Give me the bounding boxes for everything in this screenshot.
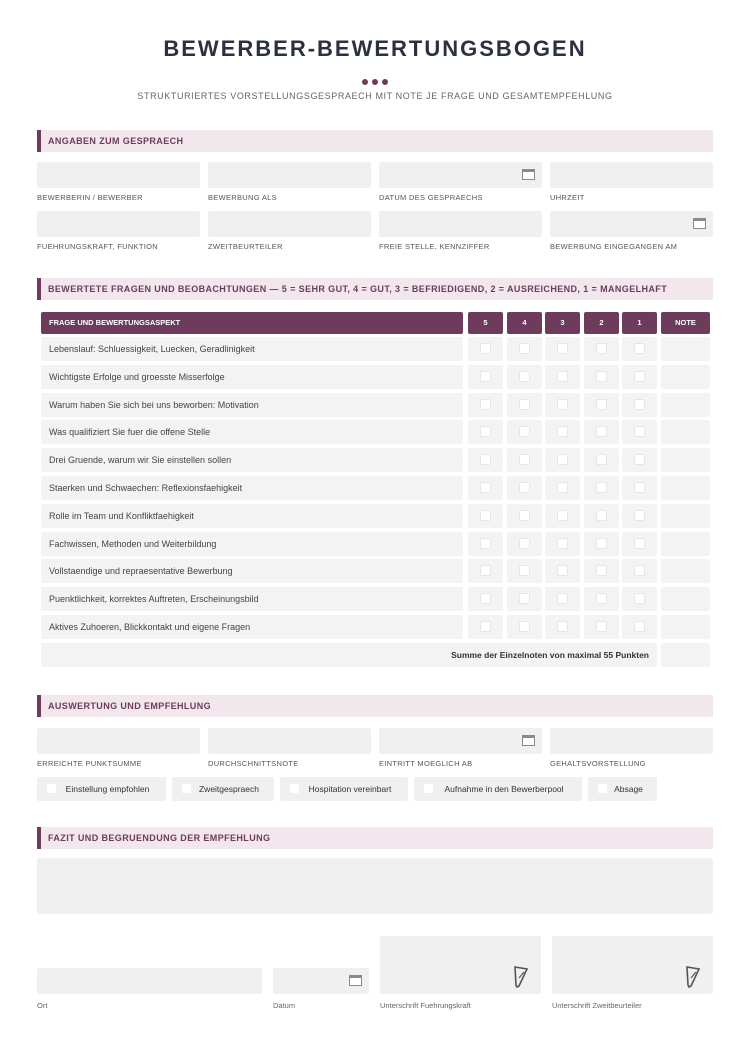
dot bbox=[362, 79, 368, 85]
calendar-icon[interactable] bbox=[522, 169, 535, 180]
grade-cell bbox=[507, 337, 542, 361]
note-field[interactable] bbox=[661, 587, 710, 611]
interview-date-field[interactable] bbox=[379, 162, 542, 188]
table-header-grade: 5 bbox=[468, 312, 503, 334]
note-field[interactable] bbox=[661, 393, 710, 417]
table-header-grade: 1 bbox=[622, 312, 657, 334]
question-label: Vollstaendige und repraesentative Bewerbung bbox=[41, 559, 463, 583]
grade-checkbox[interactable] bbox=[596, 482, 607, 493]
table-header-question: FRAGE UND BEWERTUNGSASPEKT bbox=[41, 312, 463, 334]
grade-cell bbox=[468, 476, 503, 500]
checkbox[interactable] bbox=[47, 784, 56, 793]
checkbox[interactable] bbox=[290, 784, 299, 793]
checkbox[interactable] bbox=[424, 784, 433, 793]
grade-checkbox[interactable] bbox=[557, 399, 568, 410]
grade-checkbox[interactable] bbox=[557, 621, 568, 632]
question-label: Aktives Zuhoeren, Blickkontakt und eigene Fragen bbox=[41, 615, 463, 639]
conclusion-textarea[interactable] bbox=[37, 858, 713, 914]
option-label: Aufnahme in den Bewerberpool bbox=[444, 784, 564, 794]
grade-cell bbox=[468, 532, 503, 556]
grade-cell bbox=[622, 420, 657, 444]
grade-checkbox[interactable] bbox=[480, 510, 491, 521]
date-field[interactable] bbox=[273, 968, 369, 994]
grade-cell bbox=[468, 420, 503, 444]
grade-cell bbox=[622, 365, 657, 389]
grade-cell bbox=[468, 615, 503, 639]
grade-cell bbox=[545, 504, 580, 528]
grade-checkbox[interactable] bbox=[480, 593, 491, 604]
field-label: ZWEITBEURTEILER bbox=[208, 242, 283, 251]
question-label: Staerken und Schwaechen: Reflexionsfaehigkeit bbox=[41, 476, 463, 500]
position-field[interactable] bbox=[208, 162, 371, 188]
grade-checkbox[interactable] bbox=[596, 399, 607, 410]
calendar-icon[interactable] bbox=[349, 975, 362, 986]
grade-checkbox[interactable] bbox=[480, 426, 491, 437]
time-field[interactable] bbox=[550, 162, 713, 188]
grade-cell bbox=[584, 587, 619, 611]
option-trial-day[interactable] bbox=[280, 777, 408, 801]
field-label: DATUM DES GESPRAECHS bbox=[379, 193, 483, 202]
grade-checkbox[interactable] bbox=[557, 565, 568, 576]
grade-cell bbox=[622, 532, 657, 556]
grade-checkbox[interactable] bbox=[519, 399, 530, 410]
table-header-note: NOTE bbox=[661, 312, 710, 334]
candidate-field[interactable] bbox=[37, 162, 200, 188]
grade-checkbox[interactable] bbox=[519, 343, 530, 354]
grade-cell bbox=[507, 448, 542, 472]
grade-cell bbox=[584, 504, 619, 528]
pen-icon bbox=[685, 966, 701, 988]
page-subtitle: STRUKTURIERTES VORSTELLUNGSGESPRAECH MIT NOTE JE FRAGE UND GESAMTEMPFEHLUNG bbox=[137, 91, 613, 101]
grade-cell bbox=[545, 393, 580, 417]
grade-checkbox[interactable] bbox=[557, 343, 568, 354]
grade-checkbox[interactable] bbox=[519, 565, 530, 576]
grade-cell bbox=[545, 476, 580, 500]
grade-checkbox[interactable] bbox=[519, 510, 530, 521]
grade-cell bbox=[584, 365, 619, 389]
grade-checkbox[interactable] bbox=[634, 371, 645, 382]
grade-cell bbox=[584, 532, 619, 556]
grade-checkbox[interactable] bbox=[634, 565, 645, 576]
grade-checkbox[interactable] bbox=[557, 593, 568, 604]
grade-checkbox[interactable] bbox=[480, 343, 491, 354]
calendar-icon[interactable] bbox=[522, 735, 535, 746]
average-grade-field[interactable] bbox=[208, 728, 371, 754]
place-field[interactable] bbox=[37, 968, 262, 994]
grade-checkbox[interactable] bbox=[480, 538, 491, 549]
grade-cell bbox=[584, 559, 619, 583]
second-assessor-field[interactable] bbox=[208, 211, 371, 237]
grade-checkbox[interactable] bbox=[596, 538, 607, 549]
grade-cell bbox=[545, 615, 580, 639]
field-label: DURCHSCHNITTSNOTE bbox=[208, 759, 299, 768]
grade-checkbox[interactable] bbox=[634, 621, 645, 632]
note-field[interactable] bbox=[661, 532, 710, 556]
grade-cell bbox=[507, 420, 542, 444]
question-label: Drei Gruende, warum wir Sie einstellen sollen bbox=[41, 448, 463, 472]
grade-checkbox[interactable] bbox=[480, 371, 491, 382]
manager-field[interactable] bbox=[37, 211, 200, 237]
title-dots bbox=[0, 72, 750, 90]
grade-checkbox[interactable] bbox=[480, 454, 491, 465]
grade-checkbox[interactable] bbox=[557, 482, 568, 493]
option-second-interview[interactable] bbox=[172, 777, 274, 801]
question-label: Warum haben Sie sich bei uns beworben: Motivation bbox=[41, 393, 463, 417]
note-field[interactable] bbox=[661, 365, 710, 389]
grade-checkbox[interactable] bbox=[519, 371, 530, 382]
grade-checkbox[interactable] bbox=[596, 593, 607, 604]
grade-cell bbox=[507, 532, 542, 556]
grade-cell bbox=[507, 587, 542, 611]
question-label: Puenktlichkeit, korrektes Auftreten, Erscheinungsbild bbox=[41, 587, 463, 611]
option-hire-recommended[interactable] bbox=[37, 777, 166, 801]
grade-cell bbox=[584, 337, 619, 361]
grade-checkbox[interactable] bbox=[480, 482, 491, 493]
grade-checkbox[interactable] bbox=[596, 371, 607, 382]
grade-cell bbox=[584, 476, 619, 500]
signature-second-label: Unterschrift Zweitbeurteiler bbox=[552, 1001, 642, 1010]
date-label: Datum bbox=[273, 1001, 296, 1010]
grade-cell bbox=[622, 448, 657, 472]
grade-cell bbox=[584, 420, 619, 444]
grade-cell bbox=[545, 587, 580, 611]
table-header-grade: 4 bbox=[507, 312, 542, 334]
sum-label: Summe der Einzelnoten von maximal 55 Punkten bbox=[41, 643, 657, 667]
grade-checkbox[interactable] bbox=[596, 565, 607, 576]
grade-cell bbox=[468, 337, 503, 361]
grade-cell bbox=[507, 615, 542, 639]
grade-checkbox[interactable] bbox=[519, 621, 530, 632]
field-label: BEWERBUNG ALS bbox=[208, 193, 277, 202]
field-label: BEWERBERIN / BEWERBER bbox=[37, 193, 143, 202]
grade-cell bbox=[468, 365, 503, 389]
grade-checkbox[interactable] bbox=[634, 482, 645, 493]
grade-cell bbox=[545, 337, 580, 361]
option-label: Hospitation vereinbart bbox=[308, 784, 392, 794]
grade-checkbox[interactable] bbox=[596, 510, 607, 521]
grade-cell bbox=[622, 393, 657, 417]
signature-manager-box[interactable] bbox=[380, 936, 541, 994]
grade-cell bbox=[545, 365, 580, 389]
note-field[interactable] bbox=[661, 615, 710, 639]
grade-cell bbox=[584, 448, 619, 472]
grade-cell bbox=[507, 476, 542, 500]
checkbox[interactable] bbox=[182, 784, 191, 793]
grade-checkbox[interactable] bbox=[596, 454, 607, 465]
grade-cell bbox=[584, 615, 619, 639]
table-header-grade: 3 bbox=[545, 312, 580, 334]
field-label: FUEHRUNGSKRAFT, FUNKTION bbox=[37, 242, 158, 251]
note-field[interactable] bbox=[661, 337, 710, 361]
grade-checkbox[interactable] bbox=[557, 426, 568, 437]
grade-checkbox[interactable] bbox=[519, 538, 530, 549]
section-header-questions: BEWERTETE FRAGEN UND BEOBACHTUNGEN — 5 = SEHR GUT, 4 = GUT, 3 = BEFRIEDIGEND, 2 = AUSREICHEND, 1 = MANGELHAFT bbox=[37, 278, 713, 300]
grade-checkbox[interactable] bbox=[596, 343, 607, 354]
field-label: BEWERBUNG EINGEGANGEN AM bbox=[550, 242, 678, 251]
grade-cell bbox=[622, 476, 657, 500]
grade-cell bbox=[545, 448, 580, 472]
note-field[interactable] bbox=[661, 559, 710, 583]
question-label: Lebenslauf: Schluessigkeit, Luecken, Geradlinigkeit bbox=[41, 337, 463, 361]
grade-cell bbox=[507, 504, 542, 528]
grade-checkbox[interactable] bbox=[519, 593, 530, 604]
grade-checkbox[interactable] bbox=[634, 426, 645, 437]
field-label: UHRZEIT bbox=[550, 193, 585, 202]
grade-cell bbox=[545, 532, 580, 556]
grade-checkbox[interactable] bbox=[634, 510, 645, 521]
table-header-grade: 2 bbox=[584, 312, 619, 334]
page-title: BEWERBER-BEWERTUNGSBOGEN bbox=[163, 36, 587, 61]
grade-cell bbox=[468, 559, 503, 583]
grade-cell bbox=[468, 448, 503, 472]
grade-cell bbox=[622, 615, 657, 639]
grade-checkbox[interactable] bbox=[557, 454, 568, 465]
grade-cell bbox=[507, 393, 542, 417]
vacancy-field[interactable] bbox=[379, 211, 542, 237]
grade-checkbox[interactable] bbox=[480, 621, 491, 632]
grade-cell bbox=[622, 337, 657, 361]
grade-checkbox[interactable] bbox=[634, 593, 645, 604]
dot bbox=[382, 79, 388, 85]
grade-checkbox[interactable] bbox=[480, 399, 491, 410]
grade-cell bbox=[622, 559, 657, 583]
option-label: Einstellung empfohlen bbox=[65, 784, 150, 794]
field-label: GEHALTSVORSTELLUNG bbox=[550, 759, 646, 768]
field-label: FREIE STELLE, KENNZIFFER bbox=[379, 242, 490, 251]
note-field[interactable] bbox=[661, 476, 710, 500]
grade-cell bbox=[622, 504, 657, 528]
section-header-details: ANGABEN ZUM GESPRAECH bbox=[37, 130, 713, 152]
application-received-field[interactable] bbox=[550, 211, 713, 237]
grade-checkbox[interactable] bbox=[557, 371, 568, 382]
sum-field[interactable] bbox=[661, 643, 710, 667]
field-label: EINTRITT MOEGLICH AB bbox=[379, 759, 473, 768]
note-field[interactable] bbox=[661, 448, 710, 472]
salary-field[interactable] bbox=[550, 728, 713, 754]
place-label: Ort bbox=[37, 1001, 48, 1010]
option-rejection[interactable] bbox=[588, 777, 657, 801]
points-sum-field[interactable] bbox=[37, 728, 200, 754]
grade-cell bbox=[507, 559, 542, 583]
grade-cell bbox=[507, 365, 542, 389]
grade-cell bbox=[622, 587, 657, 611]
signature-manager-label: Unterschrift Fuehrungskraft bbox=[380, 1001, 471, 1010]
grade-checkbox[interactable] bbox=[557, 538, 568, 549]
question-label: Wichtigste Erfolge und groesste Misserfolge bbox=[41, 365, 463, 389]
note-field[interactable] bbox=[661, 420, 710, 444]
grade-checkbox[interactable] bbox=[596, 426, 607, 437]
question-label: Was qualifiziert Sie fuer die offene Stelle bbox=[41, 420, 463, 444]
dot bbox=[372, 79, 378, 85]
option-label: Absage bbox=[614, 784, 643, 794]
grade-cell bbox=[468, 587, 503, 611]
pen-icon bbox=[513, 966, 529, 988]
start-date-field[interactable] bbox=[379, 728, 542, 754]
grade-checkbox[interactable] bbox=[557, 510, 568, 521]
grade-checkbox[interactable] bbox=[634, 343, 645, 354]
option-talent-pool[interactable] bbox=[414, 777, 582, 801]
grade-checkbox[interactable] bbox=[480, 565, 491, 576]
field-label: ERREICHTE PUNKTSUMME bbox=[37, 759, 142, 768]
grade-cell bbox=[545, 559, 580, 583]
grade-checkbox[interactable] bbox=[596, 621, 607, 632]
signature-second-box[interactable] bbox=[552, 936, 713, 994]
grade-checkbox[interactable] bbox=[634, 454, 645, 465]
grade-checkbox[interactable] bbox=[634, 399, 645, 410]
grade-checkbox[interactable] bbox=[634, 538, 645, 549]
question-label: Fachwissen, Methoden und Weiterbildung bbox=[41, 532, 463, 556]
grade-checkbox[interactable] bbox=[519, 426, 530, 437]
grade-checkbox[interactable] bbox=[519, 482, 530, 493]
grade-cell bbox=[545, 420, 580, 444]
grade-cell bbox=[468, 393, 503, 417]
grade-cell bbox=[468, 504, 503, 528]
grade-checkbox[interactable] bbox=[519, 454, 530, 465]
section-header-conclusion: FAZIT UND BEGRUENDUNG DER EMPFEHLUNG bbox=[37, 827, 713, 849]
option-label: Zweitgespraech bbox=[198, 784, 259, 794]
section-header-evaluation: AUSWERTUNG UND EMPFEHLUNG bbox=[37, 695, 713, 717]
question-label: Rolle im Team und Konfliktfaehigkeit bbox=[41, 504, 463, 528]
grade-cell bbox=[584, 393, 619, 417]
checkbox[interactable] bbox=[598, 784, 607, 793]
calendar-icon[interactable] bbox=[693, 218, 706, 229]
note-field[interactable] bbox=[661, 504, 710, 528]
